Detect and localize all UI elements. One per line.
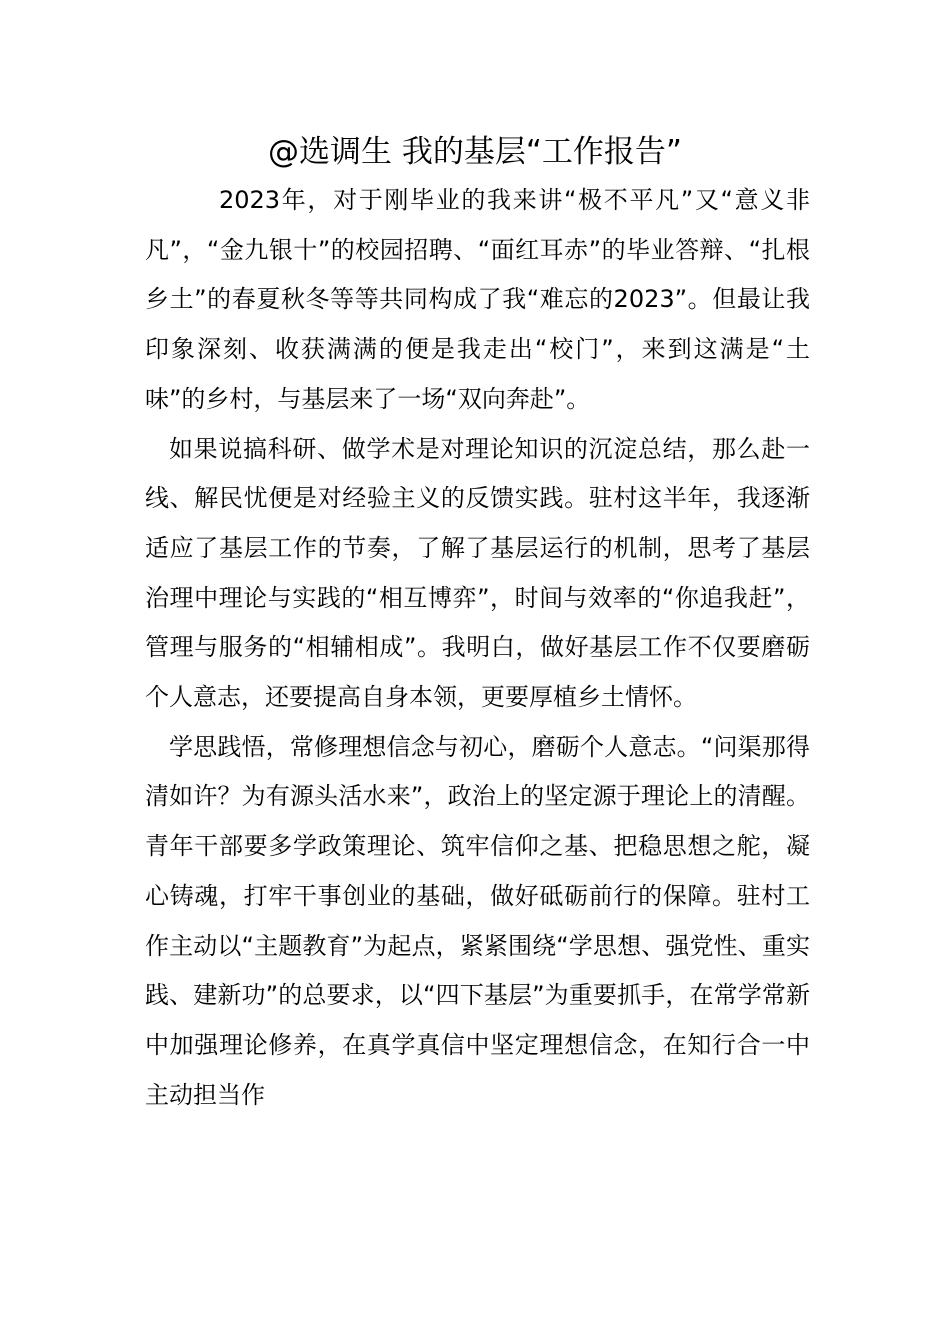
paragraph-3: 学思践悟，常修理想信念与初心，磨砺个人意志。“问渠那得清如许？为有源头活水来”，政治上的坚定源于理论上的清醒。青年干部要多学政策理论、筑牢信仰之基、把稳思想之舵，凝心铸魂，打牢干事创业的基础，做好砥砺前行的保障。驻村工作主动以“主题教育”为起点，紧紧围绕“学思想、强党性、重实践、建新功”的总要求，以“四下基层”为重要抓手，在常学常新中加强理论修养，在真学真信中坚定理想信念，在知行合一中主动担当作 — [145, 732, 810, 1109]
paragraph-1: 2023年，对于刚毕业的我来讲“极不平凡”又“意义非凡”，“金九银十”的校园招聘、“面红耳赤”的毕业答辩、“扎根乡土”的春夏秋冬等等共同构成了我“难忘的2023”。但最让我印象深刻、收获满满的便是我走出“校门”，来到这满是“土味”的乡村，与基层来了一场“双向奔赴”。 — [145, 186, 810, 413]
document-title: @选调生 我的基层“工作报告” — [268, 134, 682, 170]
document-body — [145, 176, 810, 1120]
paragraph-2: 如果说搞科研、做学术是对理论知识的沉淀总结，那么赴一线、解民忧便是对经验主义的反馈实践。驻村这半年，我逐渐适应了基层工作的节奏，了解了基层运行的机制，思考了基层治理中理论与实践的“相互博弈”，时间与效率的“你追我赶”，管理与服务的“相辅相成”。我明白，做好基层工作不仅要磨砺个人意志，还要提高自身本领，更要厚植乡土情怀。 — [145, 434, 810, 712]
